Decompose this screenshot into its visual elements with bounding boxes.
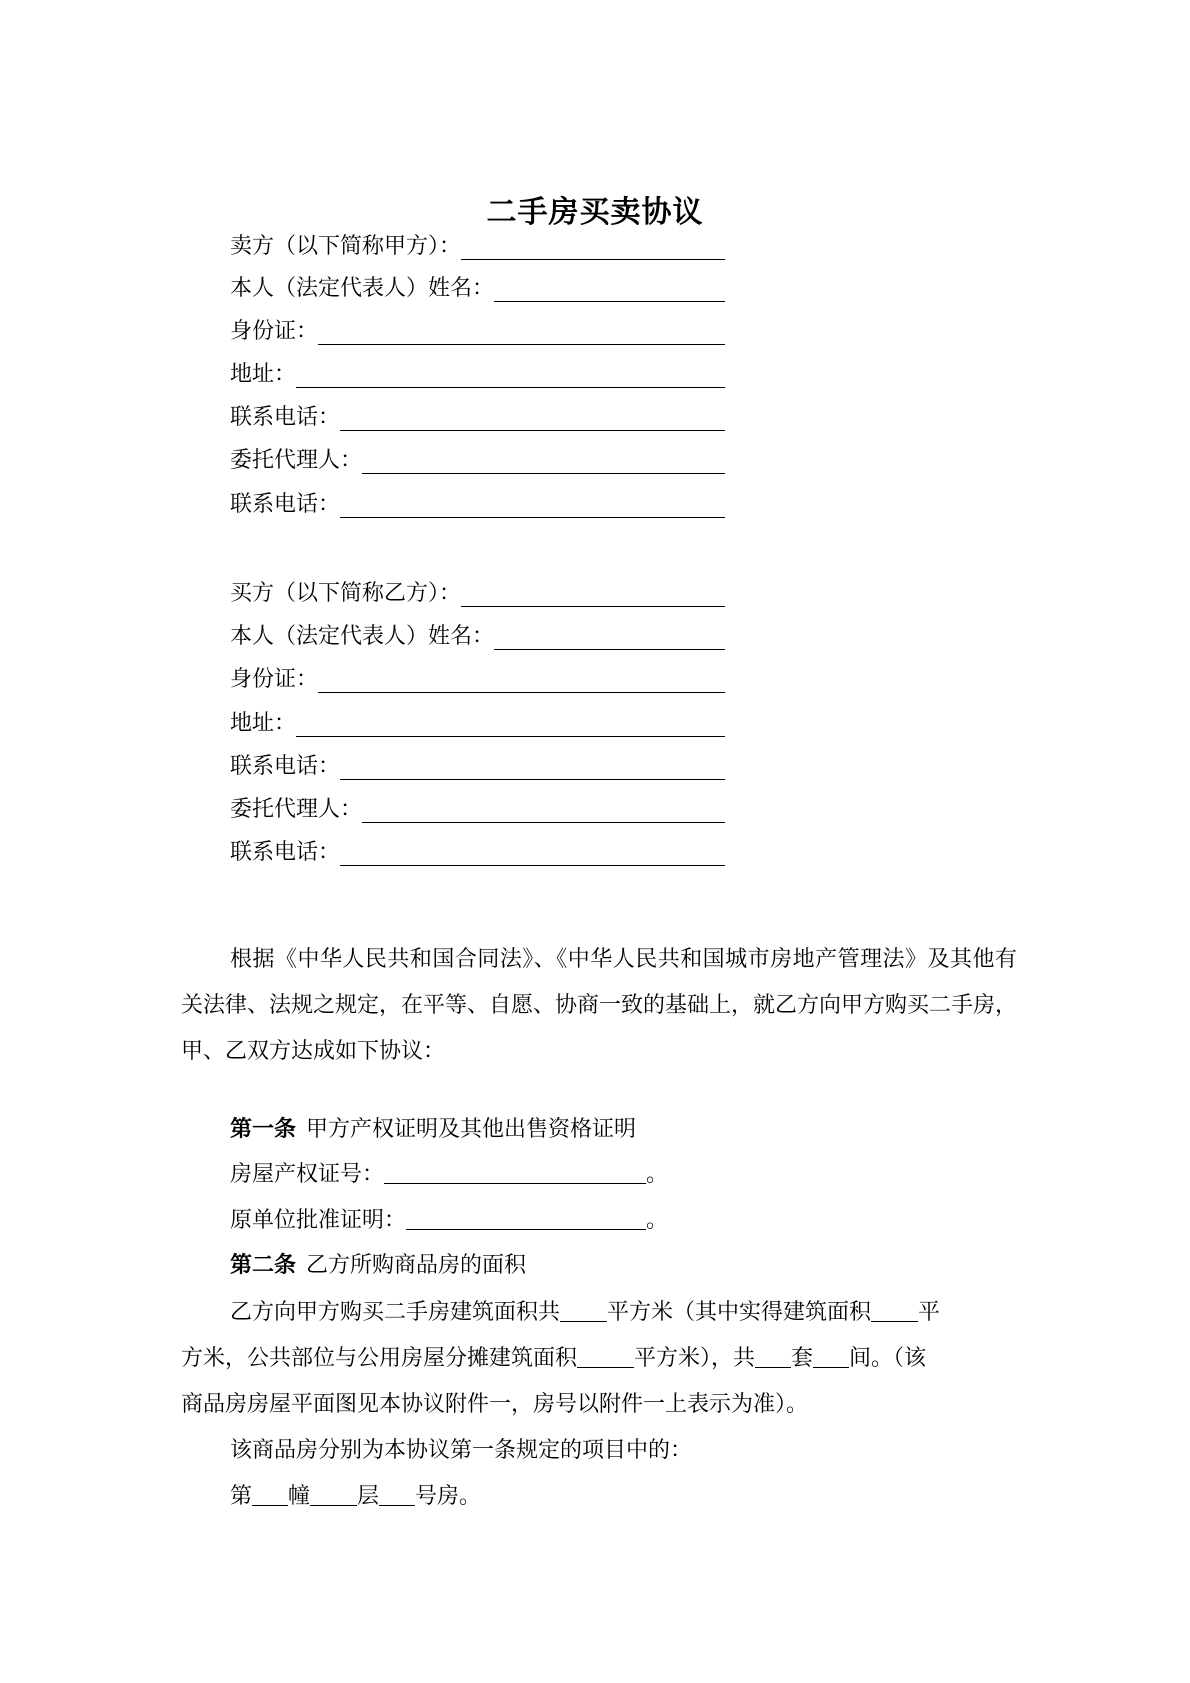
blank-floor[interactable] [310, 1485, 357, 1506]
field-label: 委托代理人： [230, 797, 363, 822]
blank-line[interactable] [494, 281, 725, 302]
area-paragraph-line-3 [181, 1390, 808, 1420]
punctuation: 。 [646, 1162, 669, 1187]
article-number: 第二条 [230, 1253, 297, 1278]
article-1-heading [230, 1115, 636, 1145]
preamble-paragraph: 根据《中华人民共和国合同法》、《中华人民共和国城市房地产管理法》及其他有关法律、法规之规定，在平等、自愿、协商一致的基础上，就乙方向甲方购买二手房，甲、乙双方达成如下协议： [181, 947, 1018, 1064]
location-intro: 该商品房分别为本协议第一条规定的项目中的： [230, 1438, 693, 1463]
blank-line[interactable] [318, 324, 725, 345]
property-cert-field[interactable] [230, 1160, 668, 1190]
field-label: 身份证： [230, 667, 319, 692]
article-title: 乙方所购商品房的面积 [306, 1253, 527, 1278]
field-label: 联系电话： [230, 754, 341, 779]
blank-line[interactable] [384, 1163, 646, 1184]
blank-actual-area[interactable] [871, 1301, 918, 1322]
buyer-id-field[interactable] [230, 661, 725, 697]
field-label: 联系电话： [230, 840, 341, 865]
seller-representative-field[interactable] [230, 270, 725, 306]
blank-building[interactable] [252, 1485, 288, 1506]
blank-line[interactable] [461, 239, 725, 260]
article-2-heading [230, 1251, 526, 1281]
blank-line[interactable] [340, 410, 725, 431]
seller-address-field[interactable] [230, 356, 725, 392]
buyer-agent-phone-field[interactable] [230, 834, 725, 870]
blank-line[interactable] [362, 453, 725, 474]
room-location-line [230, 1482, 481, 1512]
text-segment: 方米，公共部位与公用房屋分摊建筑面积 [181, 1346, 578, 1371]
field-label: 委托代理人： [230, 448, 363, 473]
blank-room-number[interactable] [379, 1485, 415, 1506]
text-segment: 平方米（其中实得建筑面积 [607, 1300, 872, 1325]
blank-line[interactable] [362, 802, 725, 823]
buyer-representative-field[interactable] [230, 618, 725, 654]
blank-line[interactable] [461, 586, 725, 607]
text-segment: 号房。 [415, 1484, 482, 1509]
text-segment: 套 [791, 1346, 814, 1371]
punctuation: 。 [646, 1208, 669, 1233]
seller-agent-phone-field[interactable] [230, 486, 725, 522]
seller-name-field[interactable] [230, 228, 725, 264]
blank-units[interactable] [755, 1347, 791, 1368]
seller-phone-field[interactable] [230, 399, 725, 435]
buyer-phone-field[interactable] [230, 748, 725, 784]
field-label: 联系电话： [230, 492, 341, 517]
buyer-address-field[interactable] [230, 705, 725, 741]
text-segment: 幢 [288, 1484, 311, 1509]
blank-line[interactable] [340, 497, 725, 518]
text-segment: 平方米），共 [634, 1346, 756, 1371]
area-paragraph-line-1: 乙方向甲方购买二手房建筑面积共 平方米（其中实得建筑面积 平 [230, 1300, 941, 1325]
buyer-agent-field[interactable] [230, 791, 725, 827]
blank-line[interactable] [318, 672, 725, 693]
field-label: 身份证： [230, 319, 319, 344]
buyer-name-field[interactable] [230, 575, 725, 611]
field-label: 本人（法定代表人）姓名： [230, 276, 495, 301]
blank-shared-area[interactable] [577, 1347, 634, 1368]
field-label: 买方（以下简称乙方）： [230, 581, 462, 606]
field-label: 原单位批准证明： [230, 1208, 407, 1233]
field-label: 地址： [230, 711, 297, 736]
text-segment: 间。（该 [849, 1346, 927, 1371]
approval-cert-field[interactable] [230, 1206, 668, 1236]
blank-total-area[interactable] [560, 1301, 607, 1322]
text-segment: 乙方向甲方购买二手房建筑面积共 [230, 1300, 561, 1325]
blank-line[interactable] [494, 629, 725, 650]
blank-line[interactable] [340, 845, 725, 866]
blank-line[interactable] [340, 759, 725, 780]
blank-line[interactable] [406, 1209, 646, 1230]
blank-line[interactable] [296, 367, 725, 388]
text-segment: 商品房房屋平面图见本协议附件一，房号以附件一上表示为准）。 [181, 1392, 809, 1417]
seller-agent-field[interactable] [230, 442, 725, 478]
field-label: 房屋产权证号： [230, 1162, 385, 1187]
field-label: 卖方（以下简称甲方）： [230, 234, 462, 259]
field-label: 联系电话： [230, 405, 341, 430]
document-title: 二手房买卖协议 [486, 195, 704, 230]
article-number: 第一条 [230, 1117, 297, 1142]
blank-line[interactable] [296, 716, 725, 737]
article-title: 甲方产权证明及其他出售资格证明 [306, 1117, 637, 1142]
field-label: 地址： [230, 362, 297, 387]
text-segment: 层 [357, 1484, 380, 1509]
area-paragraph-line-2 [181, 1344, 926, 1374]
seller-id-field[interactable] [230, 313, 725, 349]
text-segment: 第 [230, 1484, 253, 1509]
field-label: 本人（法定代表人）姓名： [230, 624, 495, 649]
blank-rooms[interactable] [813, 1347, 849, 1368]
